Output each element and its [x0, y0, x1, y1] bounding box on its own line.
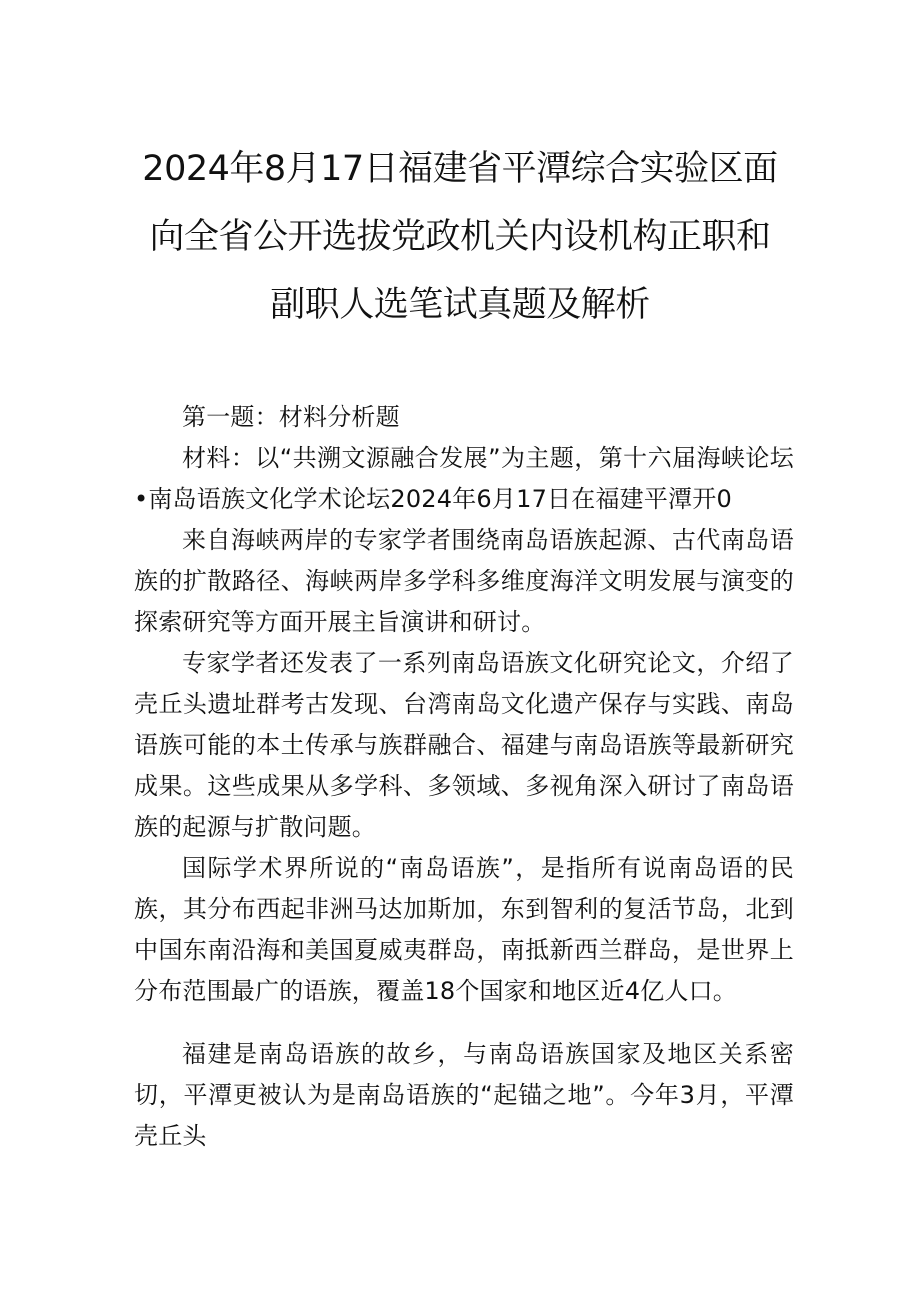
paragraph-material: 材料：以“共溯文源融合发展”为主题，第十六届海峡论坛•南岛语族文化学术论坛2024年6月17日在福建平潭开0: [134, 444, 794, 513]
paragraph-austronesian: 国际学术界所说的“南岛语族”，是指所有说南岛语的民族，其分布西起非洲马达加斯加，东到智利的复活节岛，北到中国东南沿海和美国夏威夷群岛，南抵新西兰群岛，是世界上分布范围最广的语族，覆盖18个国家和地区近4亿人口。: [134, 854, 794, 1005]
paragraph-fujian: 福建是南岛语族的故乡，与南岛语族国家及地区关系密切，平潭更被认为是南岛语族的“起锚之地”。今年3月，平潭壳丘头: [134, 1040, 794, 1150]
title-line-1: 2024年8月17日福建省平潭综合实验区面: [142, 149, 778, 189]
document-body: [134, 397, 794, 1157]
title-line-3: 副职人选笔试真题及解析: [270, 285, 650, 325]
paragraph-scholars: 来自海峡两岸的专家学者围绕南岛语族起源、古代南岛语族的扩散路径、海峡两岸多学科多维度海洋文明发展与演变的探索研究等方面开展主旨演讲和研讨。: [134, 526, 794, 636]
section-heading: 第一题：材料分析题: [182, 403, 400, 431]
paragraph-research: 专家学者还发表了一系列南岛语族文化研究论文，介绍了壳丘头遗址群考古发现、台湾南岛文化遗产保存与实践、南岛语族可能的本土传承与族群融合、福建与南岛语族等最新研究成果。这些成果从多学科、多领域、多视角深入研讨了南岛语族的起源与扩散问题。: [134, 649, 794, 841]
title-line-2: 向全省公开选拔党政机关内设机构正职和: [149, 217, 771, 257]
document-title: [140, 149, 780, 325]
